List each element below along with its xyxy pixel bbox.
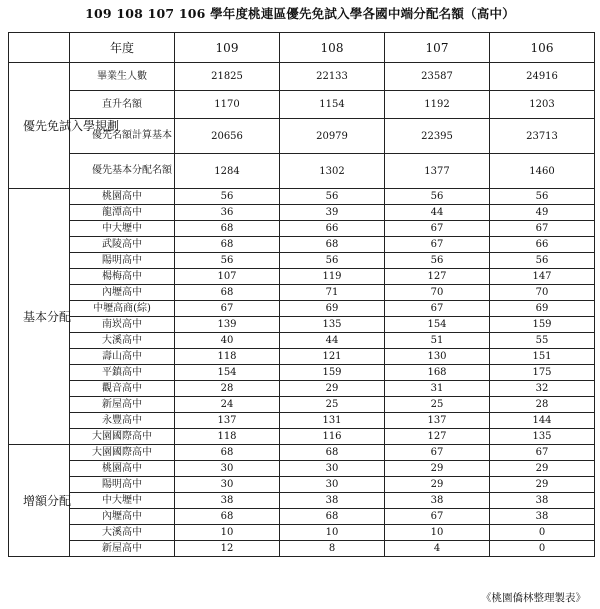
cell-year-108: 38 [280, 493, 385, 509]
header-year-108: 108 [280, 33, 385, 63]
cell-year-108: 68 [280, 445, 385, 461]
table-row [9, 91, 595, 119]
cell-year-107: 137 [385, 413, 490, 429]
cell-year-107: 1377 [385, 154, 490, 189]
row-label: 壽山高中 [70, 349, 175, 365]
cell-year-109: 40 [175, 333, 280, 349]
table-row [9, 154, 595, 189]
cell-year-107: 154 [385, 317, 490, 333]
row-label: 內壢高中 [70, 285, 175, 301]
cell-year-107: 31 [385, 381, 490, 397]
cell-year-109: 10 [175, 525, 280, 541]
table-row [9, 205, 595, 221]
row-label: 龍潭高中 [70, 205, 175, 221]
cell-year-109: 56 [175, 253, 280, 269]
cell-year-109: 1284 [175, 154, 280, 189]
cell-year-108: 10 [280, 525, 385, 541]
cell-year-106: 38 [490, 509, 595, 525]
cell-year-109: 68 [175, 237, 280, 253]
cell-year-106: 159 [490, 317, 595, 333]
cell-year-108: 116 [280, 429, 385, 445]
cell-year-106: 0 [490, 541, 595, 557]
table-row [9, 253, 595, 269]
cell-year-109: 67 [175, 301, 280, 317]
row-label: 大園國際高中 [70, 429, 175, 445]
cell-year-107: 67 [385, 509, 490, 525]
cell-year-109: 30 [175, 461, 280, 477]
cell-year-106: 151 [490, 349, 595, 365]
cell-year-109: 118 [175, 429, 280, 445]
cell-year-106: 1203 [490, 91, 595, 119]
row-label: 武陵高中 [70, 237, 175, 253]
row-label: 內壢高中 [70, 509, 175, 525]
row-label: 桃園高中 [70, 189, 175, 205]
header-year-label: 年度 [70, 33, 175, 63]
table-row [9, 541, 595, 557]
cell-year-107: 29 [385, 477, 490, 493]
row-label: 新屋高中 [70, 397, 175, 413]
cell-year-108: 56 [280, 253, 385, 269]
cell-year-109: 139 [175, 317, 280, 333]
row-label: 陽明高中 [70, 477, 175, 493]
cell-year-107: 70 [385, 285, 490, 301]
cell-year-106: 56 [490, 189, 595, 205]
cell-year-106: 56 [490, 253, 595, 269]
table-row [9, 429, 595, 445]
row-label: 中大壢中 [70, 221, 175, 237]
cell-year-106: 67 [490, 221, 595, 237]
row-label: 中大壢中 [70, 493, 175, 509]
cell-year-109: 21825 [175, 63, 280, 91]
cell-year-109: 30 [175, 477, 280, 493]
cell-year-106: 24916 [490, 63, 595, 91]
cell-year-106: 32 [490, 381, 595, 397]
table-row [9, 477, 595, 493]
cell-year-107: 22395 [385, 119, 490, 154]
cell-year-109: 137 [175, 413, 280, 429]
table-body [9, 33, 595, 557]
cell-year-107: 56 [385, 189, 490, 205]
cell-year-109: 28 [175, 381, 280, 397]
row-label: 直升名額 [70, 91, 175, 119]
cell-year-109: 118 [175, 349, 280, 365]
row-label: 大溪高中 [70, 333, 175, 349]
cell-year-106: 29 [490, 477, 595, 493]
cell-year-109: 154 [175, 365, 280, 381]
row-label: 桃園高中 [70, 461, 175, 477]
page-title: 109 108 107 106 學年度桃連區優先免試入學各國中端分配名額（高中） [85, 6, 515, 21]
cell-year-107: 130 [385, 349, 490, 365]
table-row [9, 221, 595, 237]
cell-year-108: 22133 [280, 63, 385, 91]
cell-year-108: 119 [280, 269, 385, 285]
cell-year-106: 55 [490, 333, 595, 349]
cell-year-108: 1154 [280, 91, 385, 119]
cell-year-109: 24 [175, 397, 280, 413]
cell-year-107: 4 [385, 541, 490, 557]
cell-year-106: 28 [490, 397, 595, 413]
table-row [9, 381, 595, 397]
table-row [9, 189, 595, 205]
cell-year-108: 20979 [280, 119, 385, 154]
cell-year-106: 144 [490, 413, 595, 429]
table-row [9, 397, 595, 413]
cell-year-106: 70 [490, 285, 595, 301]
cell-year-109: 1170 [175, 91, 280, 119]
cell-year-109: 12 [175, 541, 280, 557]
quota-table [8, 32, 595, 557]
table-row [9, 445, 595, 461]
cell-year-106: 0 [490, 525, 595, 541]
footer-credit: 《桃園僑林整理製表》 [481, 592, 586, 604]
table-row [9, 525, 595, 541]
cell-year-108: 30 [280, 461, 385, 477]
cell-year-106: 69 [490, 301, 595, 317]
cell-year-108: 135 [280, 317, 385, 333]
header-corner-blank [9, 33, 70, 63]
cell-year-107: 67 [385, 237, 490, 253]
cell-year-107: 23587 [385, 63, 490, 91]
cell-year-106: 175 [490, 365, 595, 381]
cell-year-107: 56 [385, 253, 490, 269]
cell-year-108: 8 [280, 541, 385, 557]
cell-year-106: 67 [490, 445, 595, 461]
table-row [9, 509, 595, 525]
cell-year-107: 10 [385, 525, 490, 541]
header-year-106: 106 [490, 33, 595, 63]
cell-year-106: 38 [490, 493, 595, 509]
cell-year-107: 67 [385, 301, 490, 317]
cell-year-109: 68 [175, 509, 280, 525]
row-label: 南崁高中 [70, 317, 175, 333]
table-row [9, 63, 595, 91]
cell-year-108: 66 [280, 221, 385, 237]
row-label: 大溪高中 [70, 525, 175, 541]
table-row [9, 461, 595, 477]
cell-year-106: 135 [490, 429, 595, 445]
table-row [9, 333, 595, 349]
table-row [9, 285, 595, 301]
cell-year-108: 68 [280, 509, 385, 525]
cell-year-109: 36 [175, 205, 280, 221]
row-label: 畢業生人數 [70, 63, 175, 91]
cell-year-109: 68 [175, 445, 280, 461]
cell-year-109: 107 [175, 269, 280, 285]
table-row [9, 237, 595, 253]
cell-year-109: 68 [175, 285, 280, 301]
row-label: 平鎮高中 [70, 365, 175, 381]
header-year-109: 109 [175, 33, 280, 63]
section-extra-allocation: 增額分配 [9, 445, 70, 557]
table-row [9, 493, 595, 509]
section-priority-plan: 優先免試入學規劃 [9, 63, 70, 189]
cell-year-108: 159 [280, 365, 385, 381]
cell-year-109: 20656 [175, 119, 280, 154]
cell-year-107: 44 [385, 205, 490, 221]
cell-year-107: 29 [385, 461, 490, 477]
cell-year-106: 23713 [490, 119, 595, 154]
row-label: 優先基本分配名額 [70, 154, 175, 189]
row-label: 新屋高中 [70, 541, 175, 557]
cell-year-109: 38 [175, 493, 280, 509]
cell-year-108: 30 [280, 477, 385, 493]
cell-year-108: 25 [280, 397, 385, 413]
cell-year-106: 147 [490, 269, 595, 285]
cell-year-109: 56 [175, 189, 280, 205]
cell-year-106: 29 [490, 461, 595, 477]
cell-year-107: 67 [385, 221, 490, 237]
row-label: 觀音高中 [70, 381, 175, 397]
cell-year-108: 29 [280, 381, 385, 397]
cell-year-109: 68 [175, 221, 280, 237]
cell-year-108: 56 [280, 189, 385, 205]
row-label: 大園國際高中 [70, 445, 175, 461]
cell-year-107: 25 [385, 397, 490, 413]
cell-year-108: 68 [280, 237, 385, 253]
table-row [9, 365, 595, 381]
table-row [9, 349, 595, 365]
cell-year-108: 1302 [280, 154, 385, 189]
cell-year-108: 44 [280, 333, 385, 349]
cell-year-107: 38 [385, 493, 490, 509]
row-label: 優先名額計算基本 [70, 119, 175, 154]
row-label: 楊梅高中 [70, 269, 175, 285]
cell-year-107: 127 [385, 429, 490, 445]
cell-year-106: 66 [490, 237, 595, 253]
cell-year-108: 39 [280, 205, 385, 221]
section-basic-allocation: 基本分配 [9, 189, 70, 445]
cell-year-107: 51 [385, 333, 490, 349]
header-row [9, 33, 595, 63]
cell-year-108: 131 [280, 413, 385, 429]
table-row [9, 317, 595, 333]
cell-year-107: 168 [385, 365, 490, 381]
cell-year-108: 71 [280, 285, 385, 301]
table-row [9, 269, 595, 285]
cell-year-107: 67 [385, 445, 490, 461]
table-row [9, 413, 595, 429]
row-label: 永豐高中 [70, 413, 175, 429]
table-row [9, 301, 595, 317]
cell-year-107: 127 [385, 269, 490, 285]
cell-year-106: 1460 [490, 154, 595, 189]
cell-year-108: 121 [280, 349, 385, 365]
cell-year-107: 1192 [385, 91, 490, 119]
row-label: 中壢高商(綜) [70, 301, 175, 317]
cell-year-106: 49 [490, 205, 595, 221]
row-label: 陽明高中 [70, 253, 175, 269]
header-year-107: 107 [385, 33, 490, 63]
cell-year-108: 69 [280, 301, 385, 317]
